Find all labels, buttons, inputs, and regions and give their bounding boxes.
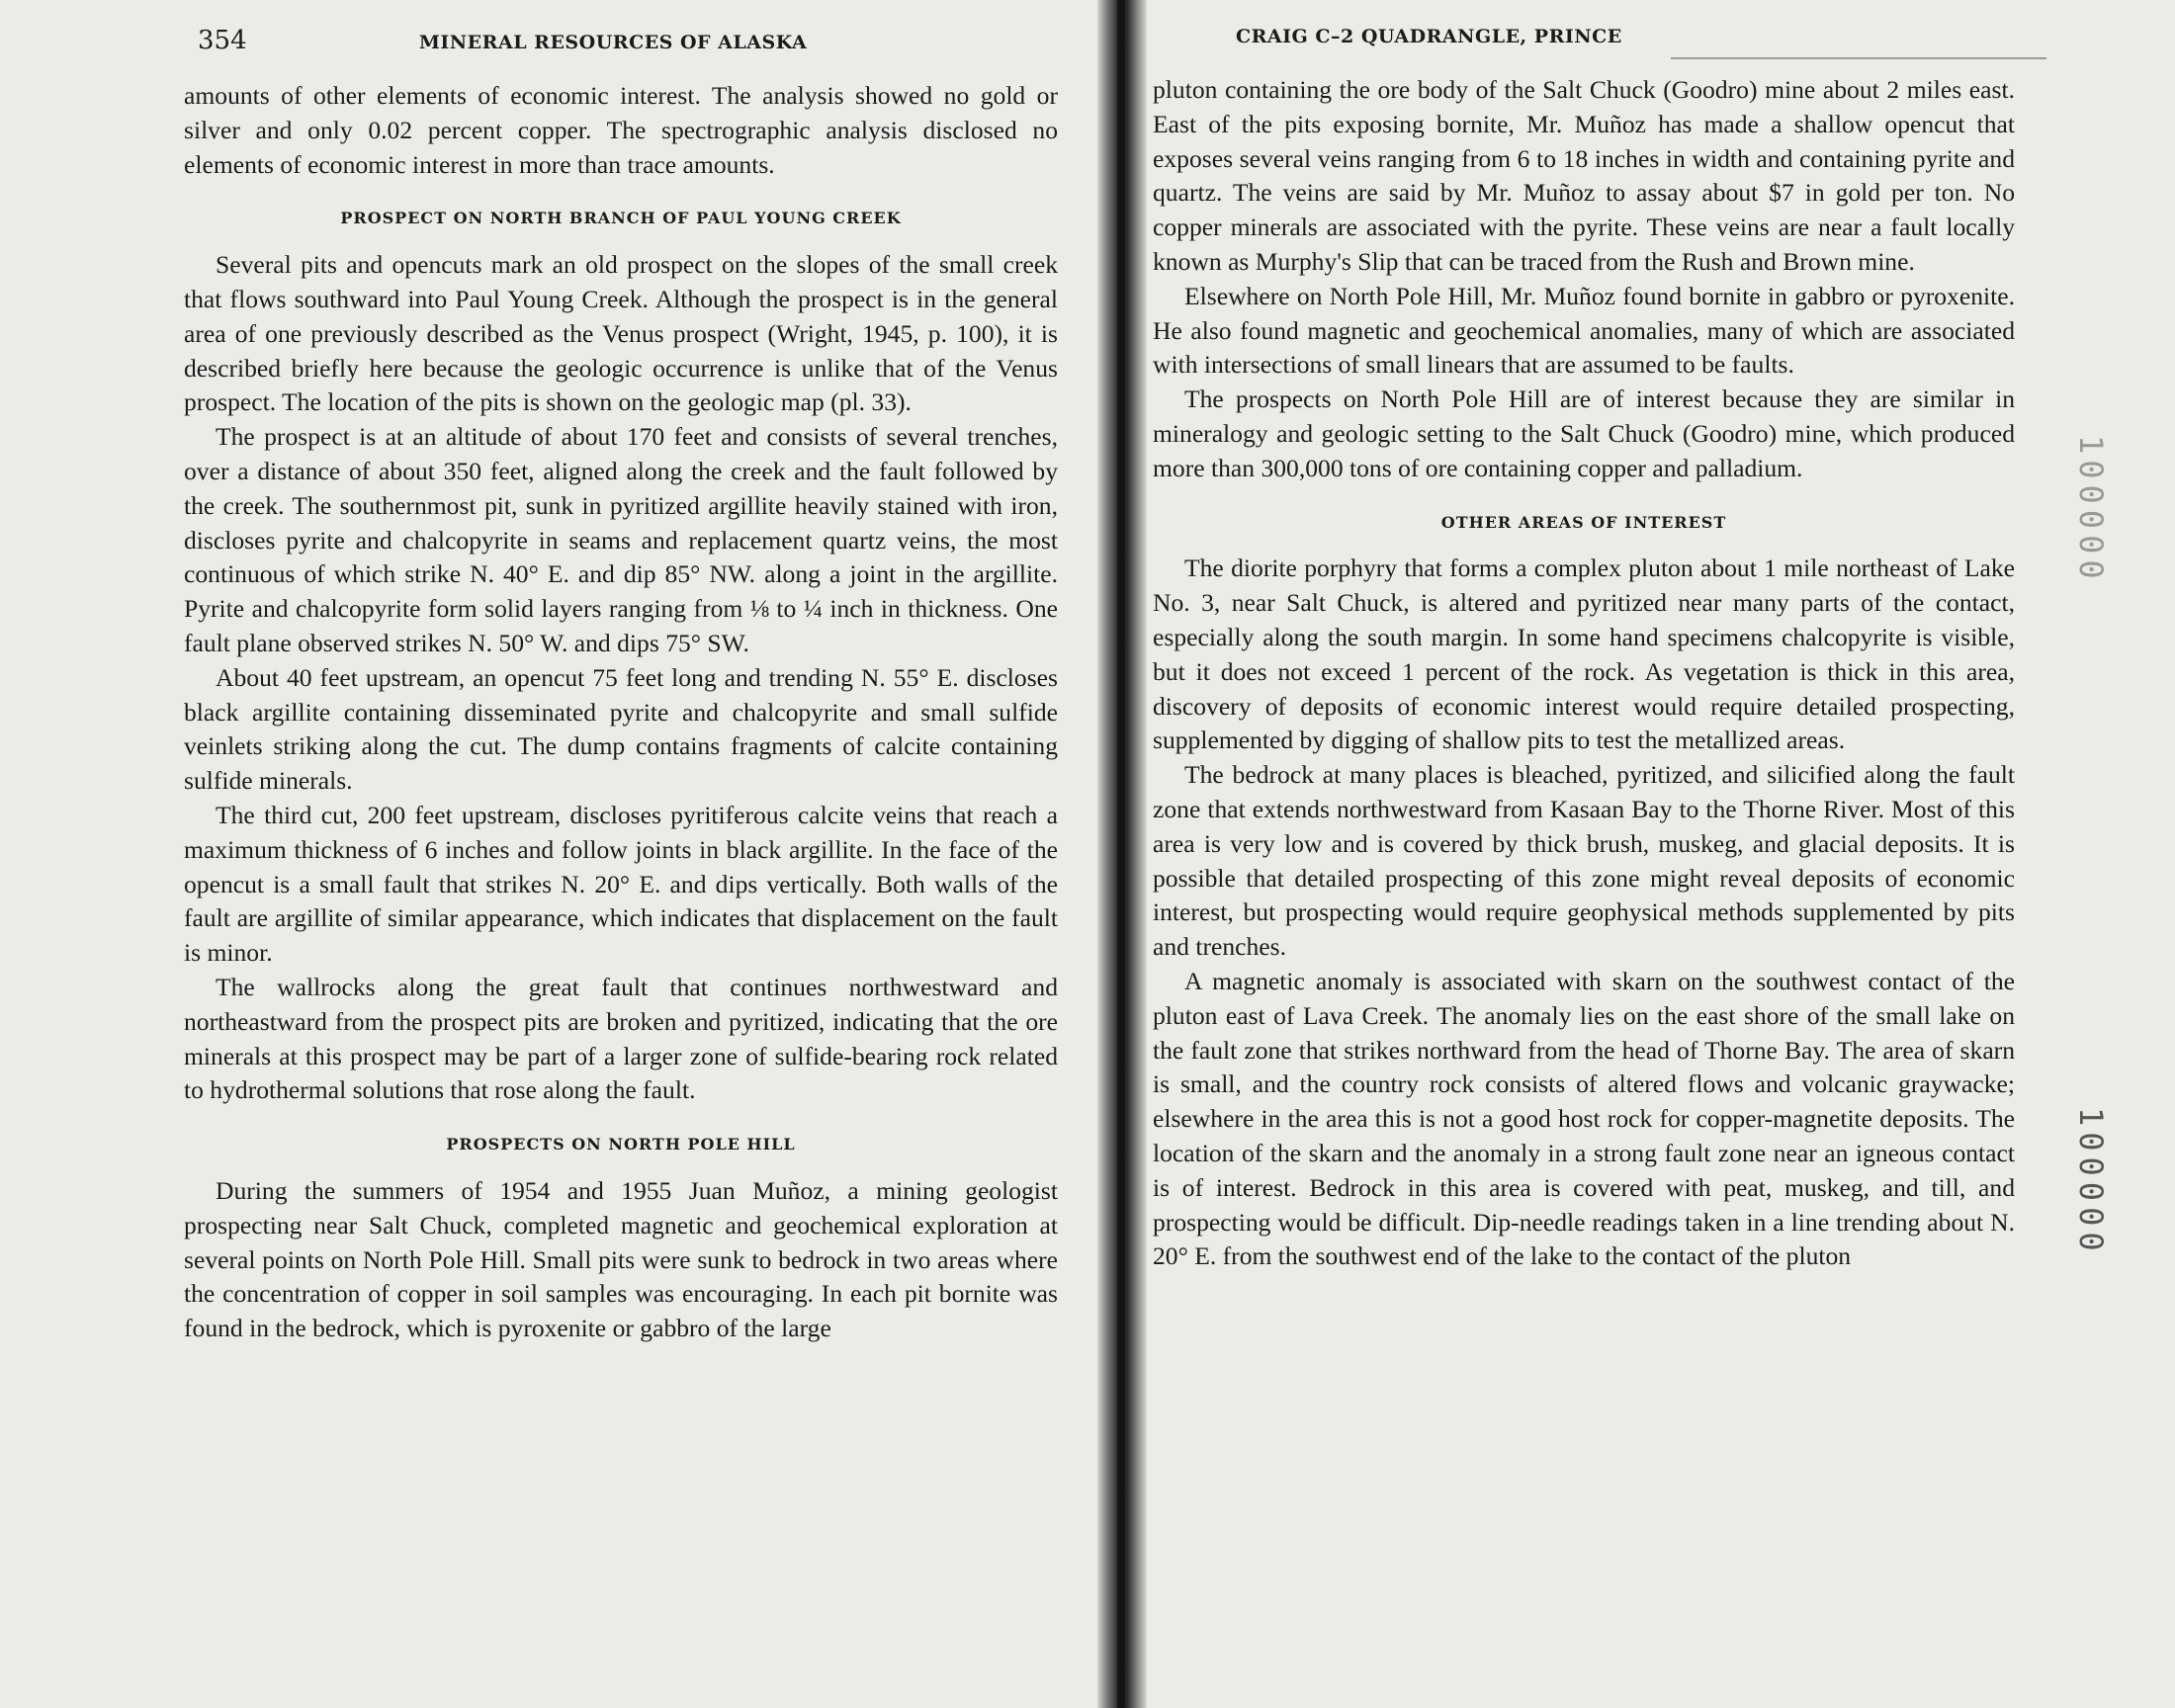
paragraph: The prospects on North Pole Hill are of interest because they are similar in mineralogy and geologic setting to the Salt Chuck (Goodro) mine, which produced more than 300,000 tons of ore containing copper and palladium. [1153, 384, 2015, 482]
left-running-head: MINERAL RESOURCES OF ALASKA [418, 32, 808, 53]
paragraph: About 40 feet upstream, an opencut 75 feet long and trending N. 55° E. discloses black argillite containing disseminated pyrite and chalcopyrite and small sulfide veinlets striking along the cut. The dump contains fragments of calcite containing sulfide minerals. [184, 662, 1058, 796]
paragraph: The diorite porphyry that forms a complex pluton about 1 mile northeast of Lake No. 3, near Salt Chuck, is altered and pyritized near many parts of the contact, especially along the south margin. In some hand specimens chalcopyrite is visible, but it does not exceed 1 percent of the rock. As vegetation is thick in this area, discovery of deposits of economic interest would require detailed prospecting, supplemented by digging of shallow pits to test the metallized areas. [1153, 554, 2015, 755]
margin-stamp: 100000 [2072, 435, 2110, 585]
paragraph: amounts of other elements of economic interest. The analysis showed no gold or silver and only 0.02 percent copper. The spectrographic analysis disclosed no elements of economic interest in more than trace amounts. [184, 81, 1058, 179]
page-number: 354 [198, 26, 247, 55]
header-rule [1671, 57, 2046, 59]
paragraph: The wallrocks along the great fault that continues northwestward and northeastward from the prospect pits are broken and pyritized, indicating that the ore minerals at this prospect may be part of a larger zone of sulfide-bearing rock related to hydrothermal solutions that rose along the fault. [184, 972, 1058, 1105]
section-heading: PROSPECTS ON NORTH POLE HILL [446, 1135, 796, 1154]
paragraph: The prospect is at an altitude of about 170 feet and consists of several trenches, over a distance of about 350 feet, aligned along the creek and the fault followed by the creek. The southernmost pit, sunk in pyritized argillite heavily stained with iron, discloses pyrite and chalcopyrite in seams and replacement quartz veins, the most continuous of which strike N. 40° E. and dip 85° NW. along a joint in the argillite. Pyrite and chalcopyrite form solid layers ranging from ⅛ to ¼ inch in thickness. One fault plane observed strikes N. 50° W. and dips 75° SW. [184, 422, 1058, 657]
paragraph: pluton containing the ore body of the Salt Chuck (Goodro) mine about 2 miles east. East of the pits exposing bornite, Mr. Muñoz has made a shallow opencut that exposes several veins ranging from 6 to 18 inches in width and containing pyrite and quartz. The veins are said by Mr. Muñoz to assay about $7 in gold per ton. No copper minerals are associated with the pyrite. These veins are near a fault locally known as Murphy's Slip that can be traced from the Rush and Brown mine. [1153, 75, 2015, 276]
paragraph: A magnetic anomaly is associated with skarn on the southwest contact of the pluton east of Lava Creek. The anomaly lies on the east shore of the small lake on the fault zone that strikes northward from the head of Thorne Bay. The area of skarn is small, and the country rock consists of altered flows and volcanic graywacke; elsewhere in the area this is not a good host rock for copper-magnetite deposits. The location of the skarn and the anomaly in a strong fault zone near an igneous contact is of interest. Bedrock in this area is covered with peat, muskeg, and till, and prospecting would be difficult. Dip-needle readings taken in a line trending about N. 20° E. from the southwest end of the lake to the contact of the pluton [1153, 966, 2015, 1271]
paragraph: Elsewhere on North Pole Hill, Mr. Muñoz found bornite in gabbro or pyroxenite. He also found magnetic and geochemical anomalies, many of which are associated with intersections of small linears that are assumed to be faults. [1153, 281, 2015, 380]
section-heading: PROSPECT ON NORTH BRANCH OF PAUL YOUNG CREEK [340, 209, 902, 228]
right-body-text [1153, 73, 2015, 1274]
paragraph: Several pits and opencuts mark an old prospect on the slopes of the small creek that flows southward into Paul Young Creek. Although the prospect is in the general area of one previously described as the Venus prospect (Wright, 1945, p. 100), it is described briefly here because the geologic occurrence is unlike that of the Venus prospect. The location of the pits is shown on the geologic map (pl. 33). [184, 250, 1058, 417]
margin-stamp: 100000 [2072, 1107, 2110, 1257]
paragraph: The third cut, 200 feet upstream, discloses pyritiferous calcite veins that reach a maximum thickness of 6 inches and follow joints in black argillite. In the face of the opencut is a small fault that strikes N. 20° E. and dips vertically. Both walls of the fault are argillite of similar appearance, which indicates that displacement on the fault is minor. [184, 800, 1058, 968]
book-gutter [1097, 0, 1147, 1708]
left-running-head-row [198, 26, 807, 55]
section-heading: OTHER AREAS OF INTEREST [1440, 512, 1727, 532]
paragraph: During the summers of 1954 and 1955 Juan Muñoz, a mining geologist prospecting near Salt Chuck, completed magnetic and geochemical exploration at several points on North Pole Hill. Small pits were sunk to bedrock in two areas where the concentration of copper in soil samples was encouraging. In each pit bornite was found in the bedrock, which is pyroxenite or gabbro of the large [184, 1175, 1058, 1343]
paragraph: The bedrock at many places is bleached, pyritized, and silicified along the fault zone that extends northwestward from Kasaan Bay to the Thorne River. Most of this area is very low and is covered by thick brush, muskeg, and glacial deposits. It is possible that detailed prospecting of this zone might reveal deposits of economic interest, but prospecting would require geophysical methods supplemented by pits and trenches. [1153, 760, 2015, 962]
right-running-head: CRAIG C–2 QUADRANGLE, PRINCE [1236, 26, 1622, 47]
left-body-text [184, 79, 1058, 1346]
